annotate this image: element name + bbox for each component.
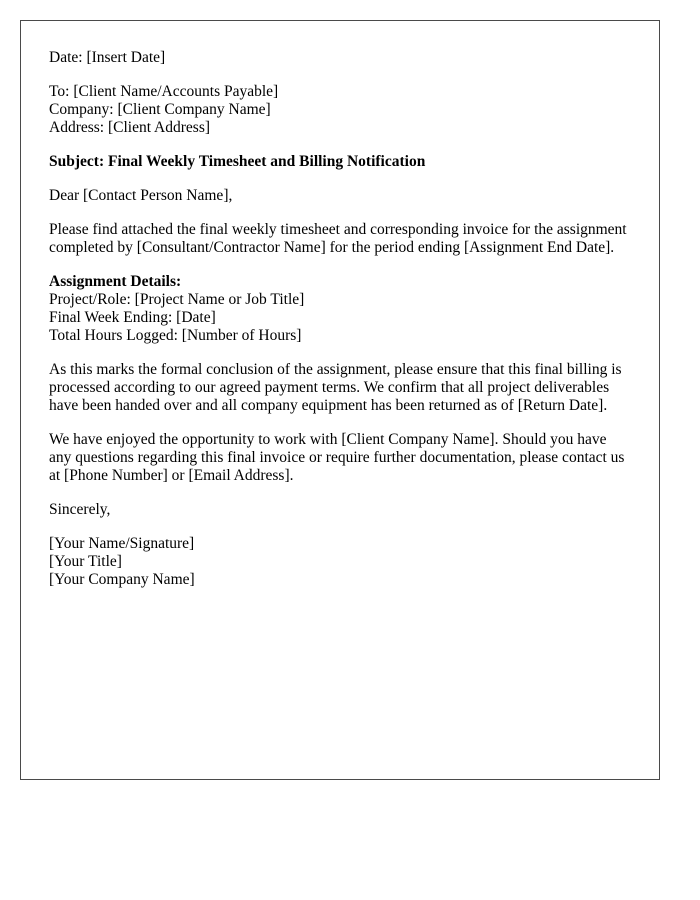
assignment-project-role: Project/Role: [Project Name or Job Title]: [49, 291, 305, 308]
signature-title: [Your Title]: [49, 553, 122, 570]
closing: Sincerely,: [49, 501, 111, 518]
assignment-details-heading: Assignment Details:: [49, 273, 182, 290]
letter-page: [20, 20, 660, 780]
subject-block: [49, 153, 631, 171]
intro-paragraph: Please find attached the final weekly timesheet and corresponding invoice for the assignment completed by [Consultant/Contractor Name] for the period ending [Assignment End Date].: [49, 221, 627, 256]
date-block: [49, 49, 631, 67]
closing-block: [49, 501, 631, 519]
recipient-block: [49, 83, 631, 137]
conclusion-paragraph-block: [49, 361, 631, 415]
date-line: Date: [Insert Date]: [49, 49, 166, 66]
recipient-company: Company: [Client Company Name]: [49, 101, 271, 118]
conclusion-paragraph: As this marks the formal conclusion of the assignment, please ensure that this final billing is processed according to our agreed payment terms. We confirm that all project deliverables have been handed over and all company equipment has been returned as of [Return Date].: [49, 361, 622, 414]
intro-paragraph-block: [49, 221, 631, 257]
signature-name: [Your Name/Signature]: [49, 535, 195, 552]
recipient-to: To: [Client Name/Accounts Payable]: [49, 83, 279, 100]
salutation: Dear [Contact Person Name],: [49, 187, 233, 204]
assignment-details-block: [49, 273, 631, 345]
assignment-final-week: Final Week Ending: [Date]: [49, 309, 216, 326]
signature-company: [Your Company Name]: [49, 571, 195, 588]
signature-block: [49, 535, 631, 589]
thanks-paragraph: We have enjoyed the opportunity to work with [Client Company Name]. Should you have any questions regarding this final invoice or require further documentation, please contact us at [Phone Number] or [Email Address].: [49, 431, 625, 484]
thanks-paragraph-block: [49, 431, 631, 485]
recipient-address: Address: [Client Address]: [49, 119, 211, 136]
salutation-block: [49, 187, 631, 205]
assignment-total-hours: Total Hours Logged: [Number of Hours]: [49, 327, 302, 344]
subject-line: Subject: Final Weekly Timesheet and Billing Notification: [49, 153, 426, 170]
